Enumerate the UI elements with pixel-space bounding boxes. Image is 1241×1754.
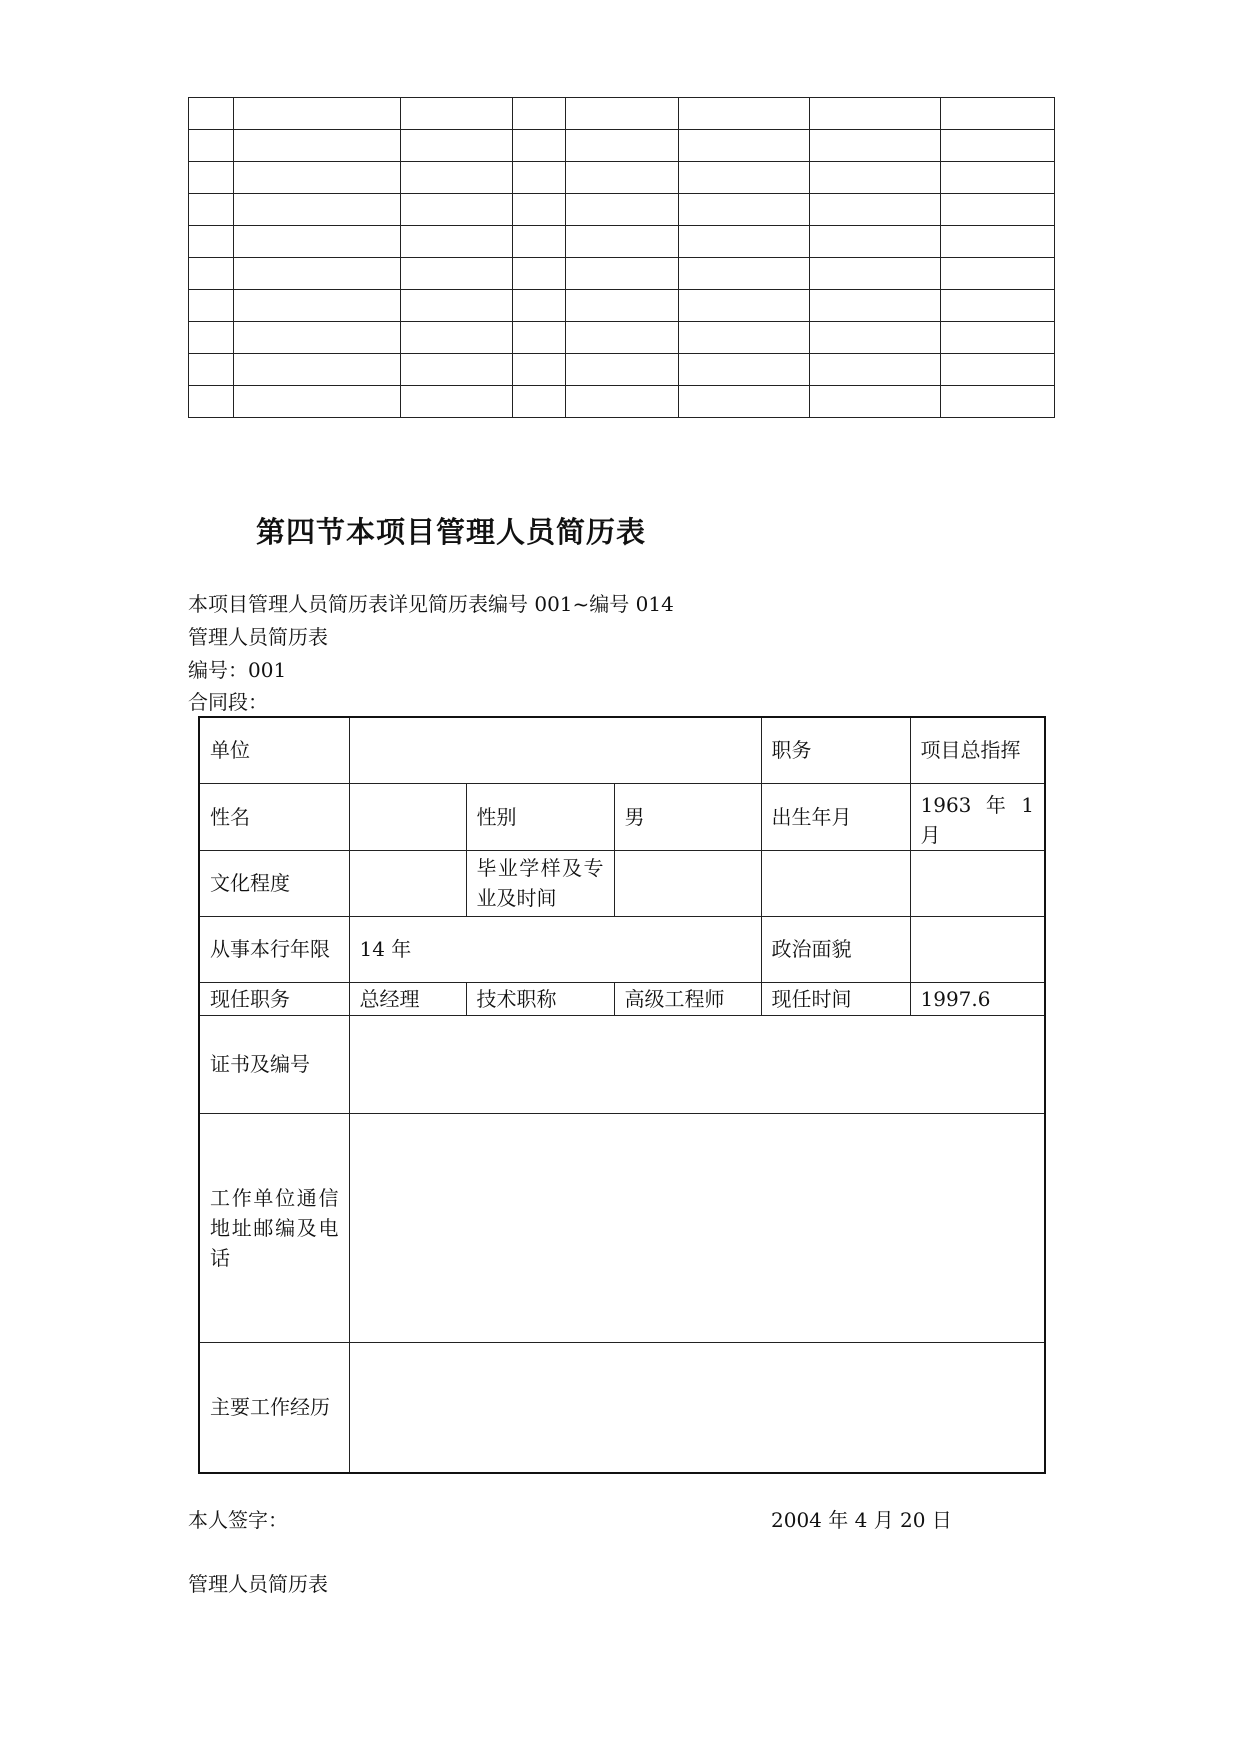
resume-table [198,716,1046,1474]
table-cell [810,162,941,194]
years-value: 14 年 [349,916,761,982]
position-label: 职务 [761,717,910,783]
table-cell [810,98,941,130]
certificate-value [349,1015,1045,1113]
section-title: 第四节本项目管理人员简历表 [256,515,647,549]
table-cell [234,194,401,226]
table-cell [401,258,513,290]
table-cell [679,226,810,258]
since-value: 1997.6 [910,982,1045,1015]
table-cell [234,322,401,354]
table-cell [810,354,941,386]
table-cell [810,386,941,418]
table-cell [234,130,401,162]
table-cell [679,322,810,354]
signature-date: 2004 年 4 月 20 日 [771,1508,952,1532]
table-cell [941,194,1055,226]
birth-value: 1963 年 1 月 [910,783,1045,850]
table-row [189,162,1055,194]
political-value [910,916,1045,982]
table-cell [401,386,513,418]
table-cell [810,322,941,354]
position-value: 项目总指挥 [910,717,1045,783]
table-cell [401,194,513,226]
table-cell [810,290,941,322]
table-cell [189,194,234,226]
next-form-title: 管理人员简历表 [188,1572,328,1596]
table-cell [566,98,679,130]
table-cell [401,322,513,354]
education-label: 文化程度 [199,850,349,916]
table-cell [941,258,1055,290]
table-row [189,194,1055,226]
table-cell [679,386,810,418]
degree-extra-1 [761,850,910,916]
table-cell [941,130,1055,162]
degree-label: 毕业学样及专业及时间 [466,850,614,916]
table-row [189,354,1055,386]
table-cell [941,354,1055,386]
table-cell [234,162,401,194]
table-row [189,386,1055,418]
table-cell [679,98,810,130]
table-cell [401,98,513,130]
table-cell [566,226,679,258]
table-cell [810,258,941,290]
table-cell [566,354,679,386]
table-cell [513,386,566,418]
table-cell [566,322,679,354]
degree-value [614,850,761,916]
table-cell [941,322,1055,354]
table-cell [941,162,1055,194]
form-number: 编号：001 [188,658,287,682]
table-cell [810,226,941,258]
name-label: 性名 [199,783,349,850]
unit-value [349,717,761,783]
table-cell [566,258,679,290]
tech-title-label: 技术职称 [466,982,614,1015]
form-title: 管理人员简历表 [188,625,328,649]
table-cell [234,98,401,130]
table-cell [941,226,1055,258]
unit-label: 单位 [199,717,349,783]
table-cell [513,162,566,194]
table-cell [679,194,810,226]
table-row [189,322,1055,354]
table-cell [401,226,513,258]
name-value [349,783,466,850]
table-cell [189,258,234,290]
table-cell [566,290,679,322]
table-cell [401,162,513,194]
previous-table [188,97,1055,418]
table-cell [189,386,234,418]
table-cell [513,98,566,130]
table-cell [679,354,810,386]
table-cell [679,258,810,290]
gender-value: 男 [614,783,761,850]
table-cell [810,130,941,162]
table-cell [189,130,234,162]
gender-label: 性别 [466,783,614,850]
table-cell [401,290,513,322]
table-cell [941,290,1055,322]
table-cell [513,322,566,354]
contact-value [349,1113,1045,1342]
current-post-label: 现任职务 [199,982,349,1015]
table-cell [941,98,1055,130]
certificate-label: 证书及编号 [199,1015,349,1113]
intro-text: 本项目管理人员简历表详见简历表编号 001~编号 014 [188,592,674,616]
table-cell [513,258,566,290]
table-cell [566,386,679,418]
table-row [189,130,1055,162]
experience-label: 主要工作经历 [199,1342,349,1473]
table-cell [234,386,401,418]
since-label: 现任时间 [761,982,910,1015]
table-cell [189,354,234,386]
table-cell [810,194,941,226]
table-cell [234,290,401,322]
table-cell [679,290,810,322]
table-cell [189,98,234,130]
table-cell [566,130,679,162]
education-value [349,850,466,916]
table-row [189,226,1055,258]
degree-extra-2 [910,850,1045,916]
contract-section: 合同段： [188,690,268,714]
table-cell [401,354,513,386]
table-row [189,290,1055,322]
table-cell [234,258,401,290]
table-cell [513,354,566,386]
table-cell [513,226,566,258]
years-label: 从事本行年限 [199,916,349,982]
political-label: 政治面貌 [761,916,910,982]
table-cell [234,226,401,258]
tech-title-value: 高级工程师 [614,982,761,1015]
contact-label: 工作单位通信地址邮编及电话 [199,1113,349,1342]
table-cell [189,162,234,194]
table-cell [189,290,234,322]
table-cell [189,226,234,258]
signature-label: 本人签字： [188,1508,288,1532]
table-cell [513,290,566,322]
table-cell [189,322,234,354]
table-cell [513,194,566,226]
table-cell [679,162,810,194]
table-cell [401,130,513,162]
table-row [189,98,1055,130]
birth-label: 出生年月 [761,783,910,850]
table-cell [566,162,679,194]
table-cell [679,130,810,162]
table-cell [941,386,1055,418]
table-cell [566,194,679,226]
experience-value [349,1342,1045,1473]
current-post-value: 总经理 [349,982,466,1015]
table-row [189,258,1055,290]
table-cell [234,354,401,386]
table-cell [513,130,566,162]
